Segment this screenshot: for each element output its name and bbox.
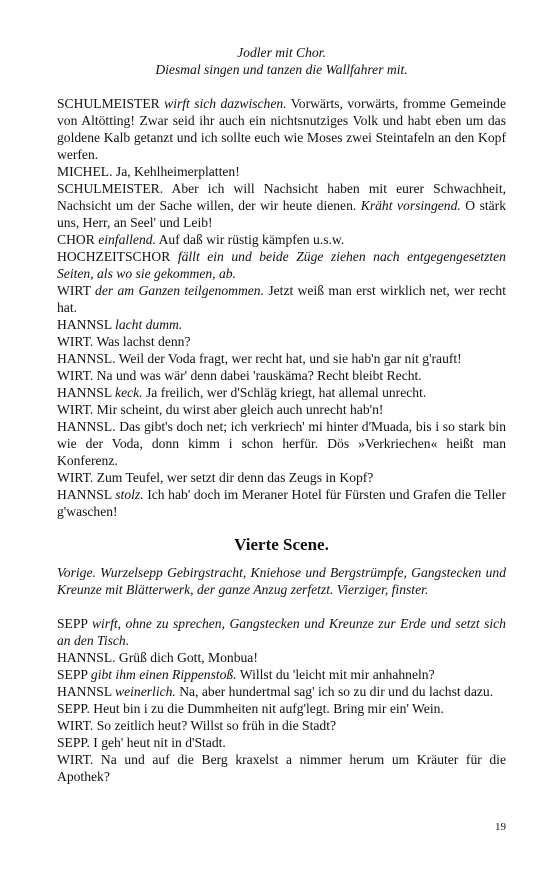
stage-direction: einfallend. [98, 232, 156, 247]
dialogue-line [57, 367, 506, 384]
document-page [57, 44, 506, 785]
dialogue-text: Zum Teufel, wer setzt dir denn das Zeugs in Kopf? [93, 470, 374, 485]
dialogue-text: Aber ich will Nachsicht haben mit eurer Schwachheit, Nachsicht um der Sache willen, der wir heute dienen. [57, 181, 506, 213]
stage-direction: stolz. [115, 487, 144, 502]
dialogue-line [57, 384, 506, 401]
speaker-name: WIRT. [57, 402, 94, 417]
stage-direction: wirft, ohne zu sprechen, Gangstecken und Kreunze zur Erde und setzt sich an den Tisch. [57, 616, 506, 648]
dialogue-text: Heut bin i zu die Dummheiten nit aufg'legt. Bring mir ein' Wein. [89, 701, 444, 716]
dialogue-text: Was lachst denn? [93, 334, 191, 349]
dialogue-line [57, 180, 506, 231]
speaker-name: SEPP. [57, 735, 90, 750]
dialogue-line [57, 231, 506, 248]
dialogue-line [57, 717, 506, 734]
dialogue-line [57, 401, 506, 418]
dialogue-line [57, 95, 506, 163]
speaker-name: SEPP. [57, 701, 90, 716]
dialogue-line [57, 700, 506, 717]
dialogue-text: Ja freilich, wer d'Schläg kriegt, hat allemal unrecht. [142, 385, 427, 400]
dialogue-text: Na und was wär' denn dabei 'rauskäma? Recht bleibt Recht. [93, 368, 422, 383]
speaker-name: SCHULMEISTER. [57, 181, 164, 196]
dialogue-line [57, 333, 506, 350]
speaker-name: HANNSL. [57, 650, 116, 665]
stage-direction: gibt ihm einen Rippenstoß. [90, 667, 237, 682]
speaker-name: WIRT [57, 283, 91, 298]
dialogue-line [57, 751, 506, 785]
stage-direction: keck. [115, 385, 143, 400]
stage-direction: wirft sich dazwischen. [164, 96, 287, 111]
dialogue-text: Willst du 'leicht mit mir anhahneln? [236, 667, 435, 682]
dialogue-text: Auf daß wir rüstig kämpfen u.s.w. [155, 232, 345, 247]
speaker-name: SEPP [57, 616, 88, 631]
dialogue-text: Das gibt's doch net; ich verkriech' mi hinter d'Muada, bis i so stark bin wie der Voda, donn kimm i schon herfür. Dös »Verkriechen« heißt man Konferenz. [57, 419, 506, 468]
dialogue-text: Grüß dich Gott, Monbua! [115, 650, 258, 665]
dialogue-line [57, 282, 506, 316]
dialogue-text: Jetzt weiß man erst wirklich net, wer recht hat. [57, 283, 506, 315]
dialogue-text: Na und auf die Berg kraxelst a nimmer herum um Kräuter für die Apothek? [57, 752, 506, 784]
dialogue-text: Ich hab' doch im Meraner Hotel für Fürsten und Grafen die Teller g'waschen! [57, 487, 506, 519]
stage-direction: fällt ein und beide Züge ziehen nach entgegengesetzten Seiten, als wo sie gekommen, ab. [57, 249, 506, 281]
stage-direction: weinerlich. [115, 684, 176, 699]
intro-line-1: Jodler mit Chor. [237, 45, 326, 60]
spacer [57, 598, 506, 615]
dialogue-text: Ja, Kehlheimerplatten! [112, 164, 240, 179]
speaker-name: WIRT. [57, 470, 94, 485]
dialogue-text: Mir scheint, du wirst aber gleich auch unrecht hab'n! [93, 402, 384, 417]
dialogue-line [57, 486, 506, 520]
dialogue-line [57, 683, 506, 700]
speaker-name: WIRT. [57, 368, 94, 383]
speaker-name: SEPP [57, 667, 88, 682]
dialogue-text: I geh' heut nit in d'Stadt. [89, 735, 226, 750]
dialogue-block-2 [57, 615, 506, 785]
speaker-name: HANNSL. [57, 419, 116, 434]
dialogue-text: Na, aber hundertmal sag' ich so zu dir und du lachst dazu. [175, 684, 494, 699]
dialogue-block-1 [57, 95, 506, 520]
dialogue-text: O stärk uns, Herr, an Seel' und Leib! [57, 198, 506, 230]
dialogue-line [57, 163, 506, 180]
speaker-name: WIRT. [57, 752, 94, 767]
stage-direction: lacht dumm. [115, 317, 183, 332]
speaker-name: MICHEL. [57, 164, 113, 179]
intro-line-2: Diesmal singen und tanzen die Wallfahrer mit. [155, 62, 408, 77]
dialogue-line [57, 469, 506, 486]
dialogue-text: So zeitlich heut? Willst so früh in die Stadt? [93, 718, 337, 733]
stage-direction: Kräht vorsingend. [360, 198, 461, 213]
speaker-name: HANNSL [57, 385, 112, 400]
dialogue-text: Weil der Voda fragt, wer recht hat, und sie hab'n gar nit g'rauft! [115, 351, 462, 366]
page-number: 19 [495, 821, 506, 833]
dialogue-line [57, 316, 506, 333]
speaker-name: WIRT. [57, 334, 94, 349]
dialogue-line [57, 649, 506, 666]
speaker-name: HANNSL. [57, 351, 116, 366]
speaker-name: HANNSL [57, 317, 112, 332]
speaker-name: HOCHZEITSCHOR [57, 249, 171, 264]
dialogue-line [57, 734, 506, 751]
scene-stage-direction: Vorige. Wurzelsepp Gebirgstracht, Kniehose und Bergstrümpfe, Gangstecken und Kreunze mit Blätterwerk, der ganze Anzug zerfetzt. Vierziger, finster. [57, 565, 506, 597]
dialogue-text: Vorwärts, vorwärts, fromme Gemeinde von Altötting! Zwar seid ihr auch ein nichtsnutziges Volk und habt eben um das goldene Kalb getanzt und ich sollte euch wie Moses zwei Steintafeln an den Kopf werfen. [57, 96, 506, 162]
speaker-name: HANNSL [57, 487, 112, 502]
scene-heading: Vierte Scene. [234, 535, 329, 554]
stage-direction: der am Ganzen teilgenommen. [95, 283, 264, 298]
dialogue-line [57, 615, 506, 649]
speaker-name: WIRT. [57, 718, 94, 733]
dialogue-line [57, 666, 506, 683]
speaker-name: HANNSL [57, 684, 112, 699]
speaker-name: SCHULMEISTER [57, 96, 160, 111]
speaker-name: CHOR [57, 232, 95, 247]
dialogue-line [57, 248, 506, 282]
spacer [57, 78, 506, 95]
dialogue-line [57, 350, 506, 367]
dialogue-line [57, 418, 506, 469]
